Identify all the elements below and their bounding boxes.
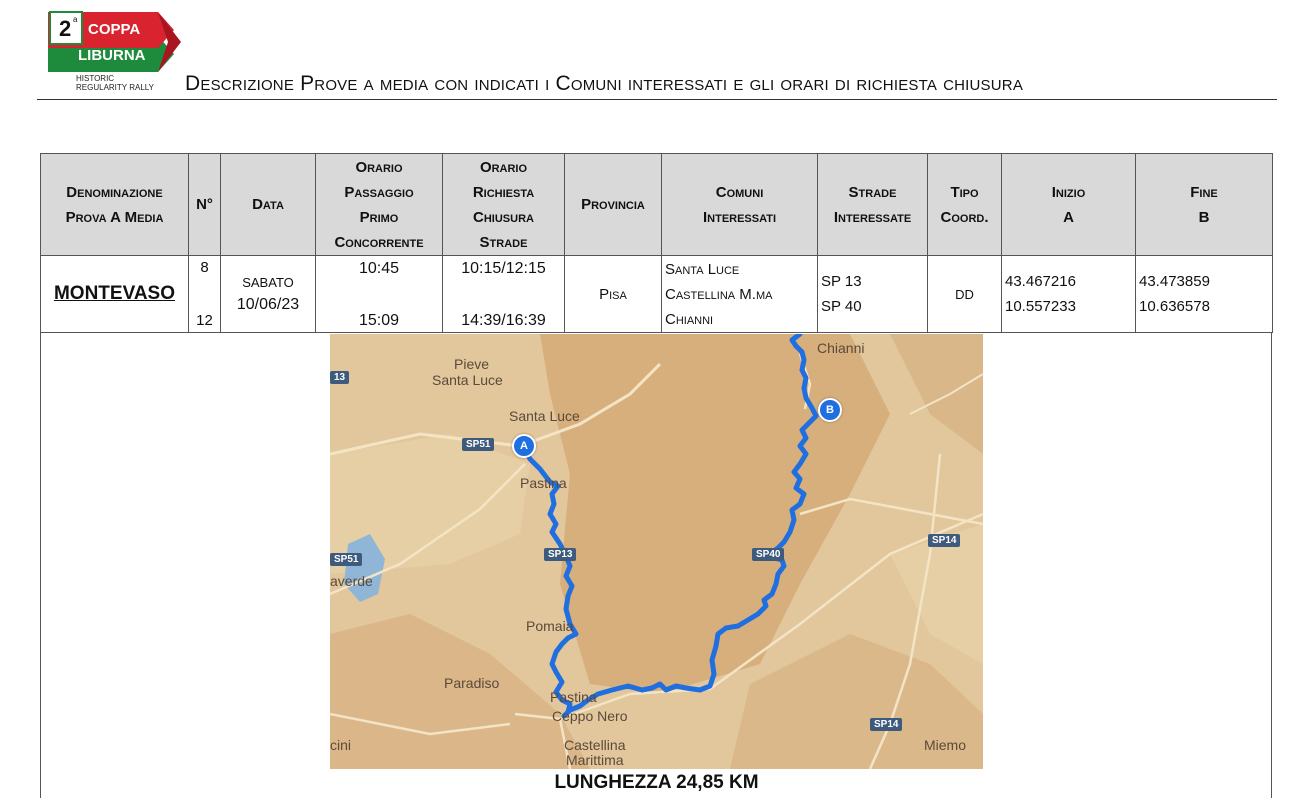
inizio-lon: 10.557233 xyxy=(1005,298,1076,315)
route-map xyxy=(330,334,983,769)
table-frame-right xyxy=(1271,333,1272,798)
road-badge: 13 xyxy=(330,371,349,384)
map-canvas xyxy=(330,334,983,769)
header-provincia: Provincia xyxy=(565,154,662,256)
stage-fine xyxy=(1136,256,1273,333)
place-label: Paradiso xyxy=(444,675,500,691)
passaggio-time-2: 15:09 xyxy=(358,312,400,329)
chiusura-time-2: 14:39/16:39 xyxy=(461,312,546,329)
place-label: averde xyxy=(330,573,373,589)
header-orario-passaggio: Orario Passaggio Primo Concorrente xyxy=(316,154,443,256)
document-title: Descrizione Prove a media con indicati i Comuni interessati e gli orari di richiesta chiusura xyxy=(185,72,1024,95)
title-divider xyxy=(37,99,1277,100)
start-marker: A xyxy=(512,434,536,458)
place-label: Pastina xyxy=(550,689,597,705)
chiusura-time-1: 10:15/12:15 xyxy=(461,260,546,277)
stage-chiusura xyxy=(443,256,565,333)
place-label: Pieve xyxy=(454,356,490,372)
fine-lon: 10.636578 xyxy=(1139,298,1210,315)
logo-word-liburna: LIBURNA xyxy=(78,47,146,64)
header-inizio: Inizio A xyxy=(1002,154,1136,256)
place-label: Castellina xyxy=(564,737,626,753)
stages-table xyxy=(40,153,1273,333)
stage-comuni xyxy=(662,256,818,333)
place-label: Santa Luce xyxy=(509,408,580,424)
stage-date xyxy=(221,256,316,333)
stage-numbers xyxy=(189,256,221,333)
road-badge: SP51 xyxy=(462,438,494,451)
end-marker: B xyxy=(818,398,842,422)
header-strade: Strade Interessate xyxy=(818,154,928,256)
strada-item: SP 40 xyxy=(821,298,862,315)
header-tipo-coord: Tipo Coord. xyxy=(928,154,1002,256)
place-label: Pomaia xyxy=(526,618,574,634)
road-badge: SP40 xyxy=(752,548,784,561)
road-badge: SP13 xyxy=(544,548,576,561)
stage-day: SABATO xyxy=(242,275,294,290)
logo-number: 2 xyxy=(59,16,72,41)
road-badge: SP14 xyxy=(870,718,902,731)
comune-item: Castellina M.ma xyxy=(665,285,773,303)
stage-tipo-coord: DD xyxy=(928,256,1002,333)
comune-item: Chianni xyxy=(665,310,714,328)
logo-sub-rally: REGULARITY RALLY xyxy=(76,83,154,92)
road-badge: SP14 xyxy=(928,534,960,547)
route-length: LUNGHEZZA 24,85 KM xyxy=(554,772,759,793)
comune-item: Santa Luce xyxy=(665,260,740,278)
place-label: Pastina xyxy=(520,475,567,491)
stage-date-value: 10/06/23 xyxy=(236,296,300,313)
logo-superscript: a xyxy=(73,15,78,24)
header-data: Data xyxy=(221,154,316,256)
strada-item: SP 13 xyxy=(821,273,862,290)
table-row xyxy=(41,256,1273,333)
stage-inizio xyxy=(1002,256,1136,333)
logo-sub-historic: HISTORIC xyxy=(76,74,115,83)
place-label: Santa Luce xyxy=(432,372,503,388)
stage-number-2: 12 xyxy=(196,312,213,329)
logo-word-coppa: COPPA xyxy=(88,21,141,38)
place-label: cini xyxy=(330,737,352,753)
stage-name: MONTEVASO xyxy=(41,256,189,333)
place-label: Miemo xyxy=(924,737,967,753)
place-label: Marittima xyxy=(566,752,624,768)
fine-lat: 43.473859 xyxy=(1139,273,1210,290)
header-fine: Fine B xyxy=(1136,154,1273,256)
inizio-lat: 43.467216 xyxy=(1005,273,1076,290)
place-label: Chianni xyxy=(817,340,865,356)
stage-strade xyxy=(818,256,928,333)
stage-provincia: Pisa xyxy=(565,256,662,333)
header-comuni: Comuni Interessati xyxy=(662,154,818,256)
place-label: Ceppo Nero xyxy=(552,708,628,724)
road-badge: SP51 xyxy=(330,553,362,566)
stage-number-1: 8 xyxy=(200,259,209,276)
table-frame-left xyxy=(40,333,41,798)
stage-passaggio xyxy=(316,256,443,333)
header-orario-chiusura: Orario Richiesta Chiusura Strade xyxy=(443,154,565,256)
passaggio-time-1: 10:45 xyxy=(358,260,400,277)
header-denominazione: Denominazione Prova A Media xyxy=(41,154,189,256)
header-numero: N° xyxy=(189,154,221,256)
rally-logo xyxy=(46,8,181,98)
table-header-row xyxy=(41,154,1273,256)
